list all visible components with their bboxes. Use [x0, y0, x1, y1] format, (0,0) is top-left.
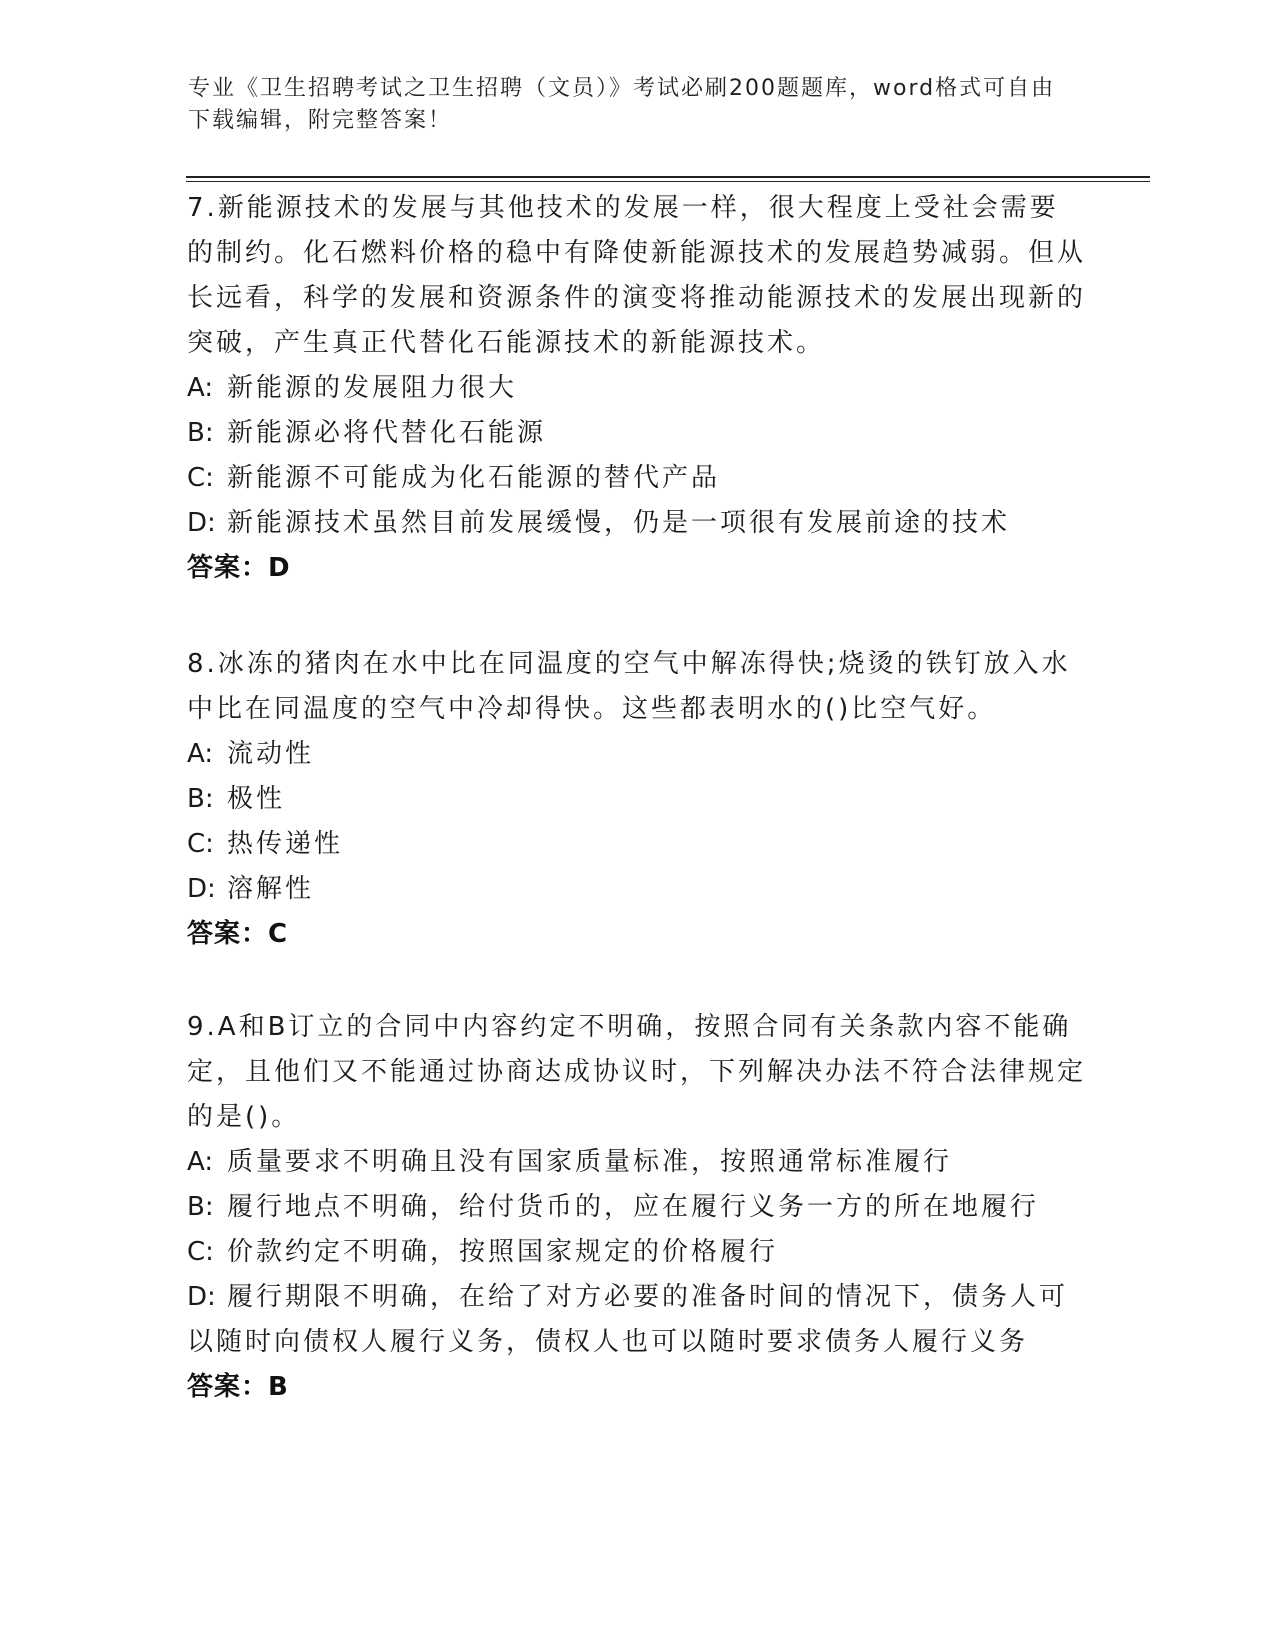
option-letter: C: — [187, 463, 214, 493]
option-text: 新能源技术虽然目前发展缓慢，仍是一项很有发展前途的技术 — [227, 508, 1011, 538]
option-text: 溶解性 — [227, 874, 315, 904]
header-divider-thin — [186, 181, 1150, 182]
option-text: 价款约定不明确，按照国家规定的价格履行 — [227, 1237, 779, 1267]
option-letter: A: — [187, 739, 214, 769]
option-letter: A: — [187, 373, 214, 403]
option-text: 新能源不可能成为化石能源的替代产品 — [227, 463, 721, 493]
option-letter: D: — [187, 1282, 216, 1312]
option-letter: A: — [187, 1147, 214, 1177]
option-text: 热传递性 — [227, 829, 344, 859]
option-text: 新能源必将代替化石能源 — [227, 418, 547, 448]
option-text: 流动性 — [227, 739, 315, 769]
option-d — [187, 501, 1087, 546]
option-a — [187, 732, 1087, 777]
option-text: 履行期限不明确，在给了对方必要的准备时间的情况下，债务人可以随时向债权人履行义务，债权人也可以随时要求债务人履行义务 — [187, 1282, 1069, 1357]
option-a — [187, 1140, 1087, 1185]
option-text: 履行地点不明确，给付货币的，应在履行义务一方的所在地履行 — [227, 1192, 1040, 1222]
question-7 — [187, 186, 1087, 591]
answer-line: 答案：C — [187, 919, 289, 949]
question-stem: 9.A和B订立的合同中内容约定不明确，按照合同有关条款内容不能确定，且他们又不能通过协商达成协议时，下列解决办法不符合法律规定的是()。 — [187, 1012, 1087, 1132]
option-d — [187, 867, 1087, 912]
question-8 — [187, 642, 1087, 957]
header-divider-thick — [186, 176, 1150, 178]
option-c — [187, 822, 1087, 867]
option-c — [187, 1230, 1087, 1275]
document-header: 专业《卫生招聘考试之卫生招聘（文员）》考试必刷200题题库，word格式可自由下载编辑，附完整答案！ — [188, 76, 1056, 133]
option-b — [187, 1185, 1087, 1230]
option-text: 新能源的发展阻力很大 — [227, 373, 518, 403]
option-letter: D: — [187, 508, 216, 538]
question-stem: 7.新能源技术的发展与其他技术的发展一样，很大程度上受社会需要的制约。化石燃料价格的稳中有降使新能源技术的发展趋势减弱。但从长远看，科学的发展和资源条件的演变将推动能源技术的发展出现新的突破，产生真正代替化石能源技术的新能源技术。 — [187, 193, 1087, 358]
question-9 — [187, 1005, 1087, 1410]
option-letter: B: — [187, 418, 214, 448]
option-b — [187, 411, 1087, 456]
option-letter: C: — [187, 829, 214, 859]
option-letter: C: — [187, 1237, 214, 1267]
option-b — [187, 777, 1087, 822]
option-text: 质量要求不明确且没有国家质量标准，按照通常标准履行 — [227, 1147, 953, 1177]
option-a — [187, 366, 1087, 411]
question-stem: 8.冰冻的猪肉在水中比在同温度的空气中解冻得快;烧烫的铁钉放入水中比在同温度的空气中冷却得快。这些都表明水的()比空气好。 — [187, 649, 1071, 724]
answer-line: 答案：D — [187, 553, 291, 583]
option-letter: B: — [187, 784, 214, 814]
option-d — [187, 1275, 1087, 1365]
answer-line: 答案：B — [187, 1372, 289, 1402]
option-letter: B: — [187, 1192, 214, 1222]
option-c — [187, 456, 1087, 501]
option-letter: D: — [187, 874, 216, 904]
option-text: 极性 — [227, 784, 286, 814]
